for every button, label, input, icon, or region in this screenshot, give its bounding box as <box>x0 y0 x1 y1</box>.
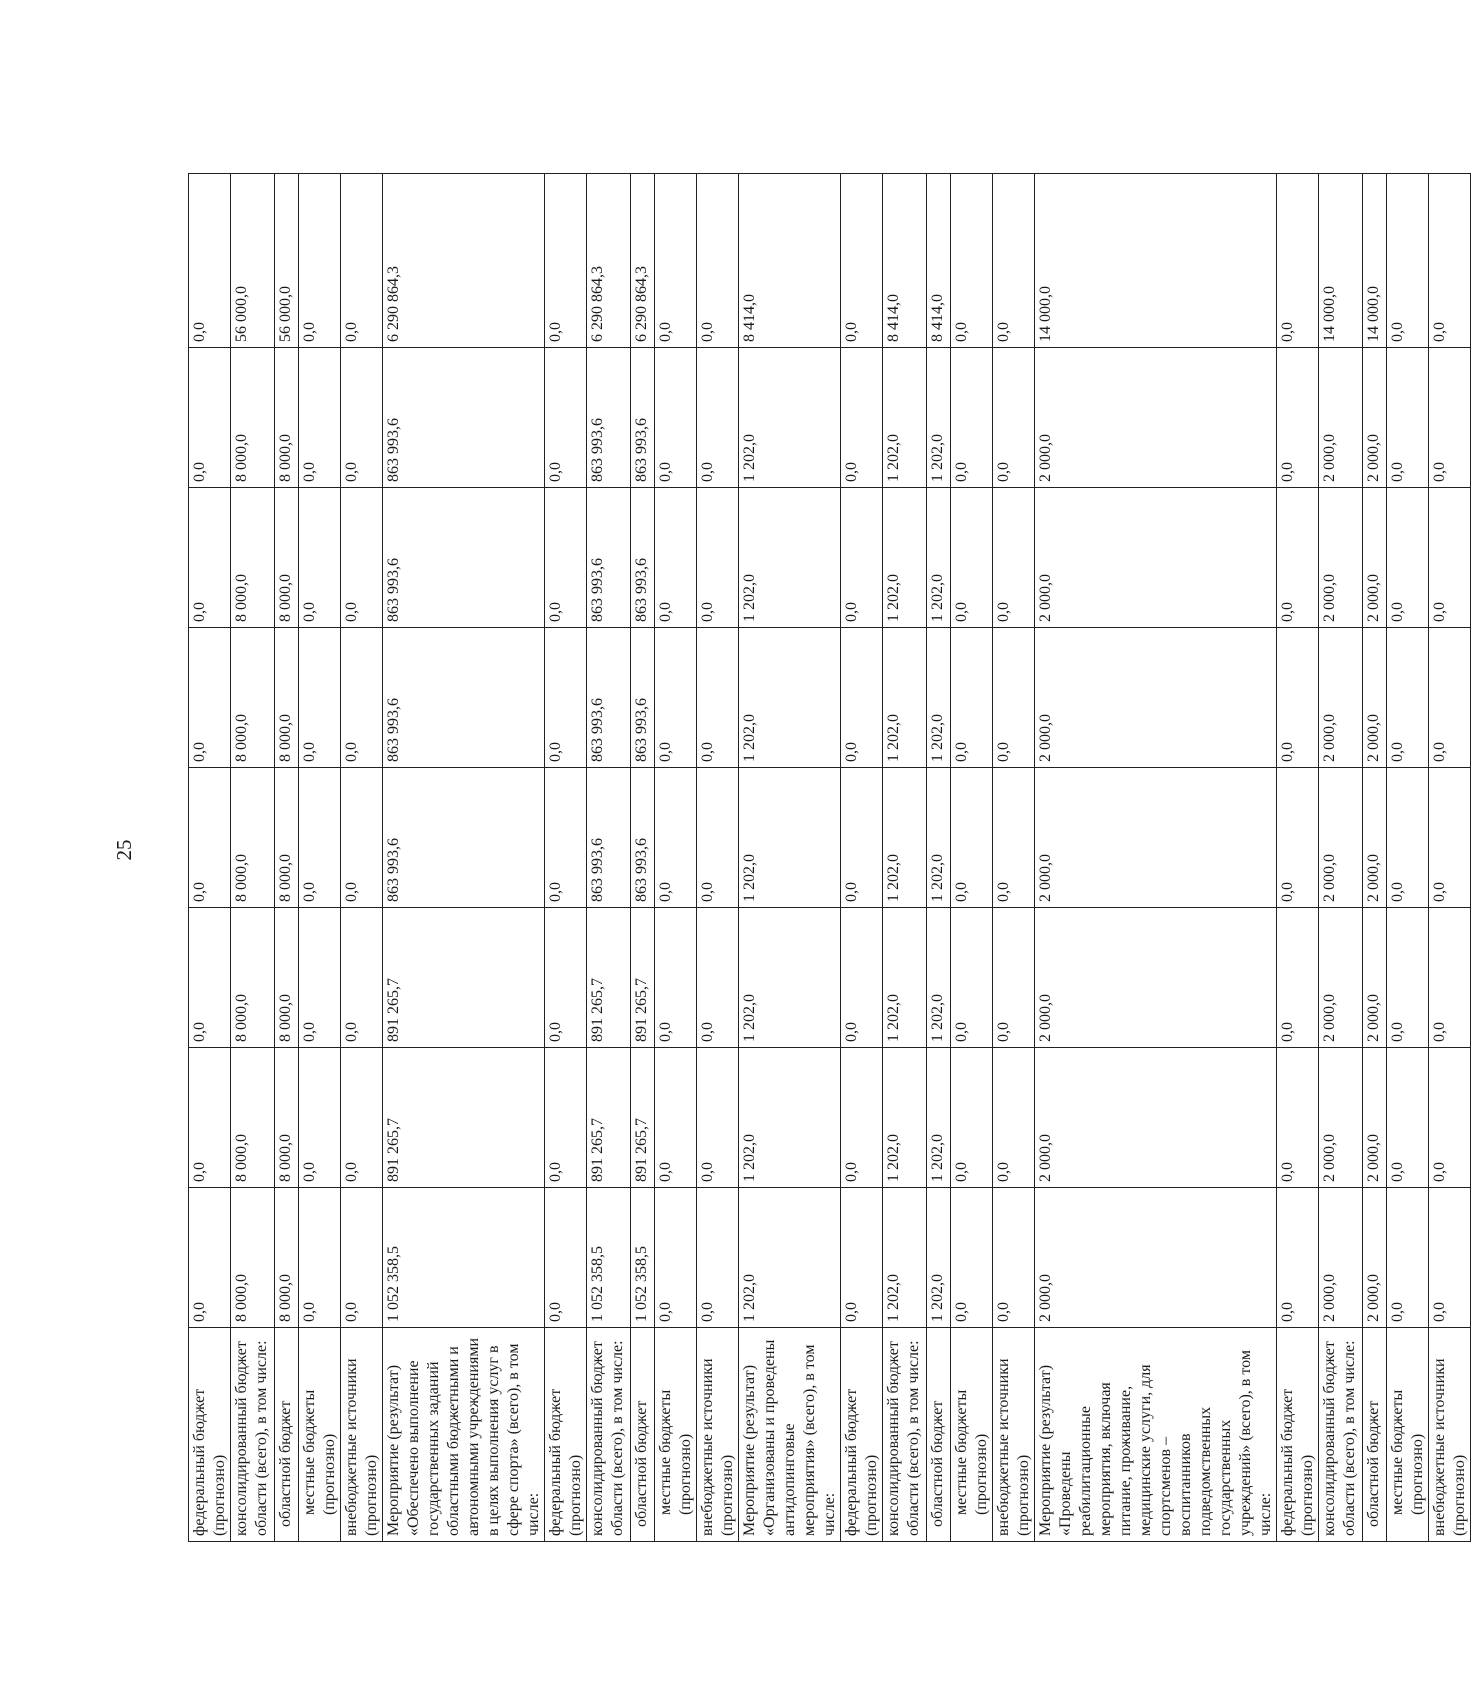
row-label: федеральный бюджет (прогнозно) <box>1277 1328 1319 1542</box>
row-label: областной бюджет <box>927 1328 951 1542</box>
value-cell: 891 265,7 <box>383 908 545 1048</box>
value-cell: 0,0 <box>299 488 341 628</box>
total-cell: 6 290 864,3 <box>631 174 655 348</box>
row-label: внебюджетные источники (прогнозно) <box>697 1328 739 1542</box>
value-cell: 0,0 <box>189 908 231 1048</box>
value-cell: 0,0 <box>1277 1048 1319 1188</box>
value-cell: 2 000,0 <box>1363 768 1387 908</box>
value-cell: 0,0 <box>1429 1048 1471 1188</box>
value-cell: 0,0 <box>1277 628 1319 768</box>
value-cell: 0,0 <box>993 1048 1035 1188</box>
value-cell: 8 000,0 <box>275 1188 299 1328</box>
value-cell: 1 202,0 <box>739 1048 841 1188</box>
value-cell: 0,0 <box>299 628 341 768</box>
table-row <box>1429 174 1471 1542</box>
table-row <box>299 174 341 1542</box>
value-cell: 8 000,0 <box>231 488 275 628</box>
total-cell: 0,0 <box>697 174 739 348</box>
value-cell: 0,0 <box>697 628 739 768</box>
value-cell: 0,0 <box>697 768 739 908</box>
value-cell: 0,0 <box>189 1048 231 1188</box>
value-cell: 0,0 <box>655 348 697 488</box>
value-cell: 0,0 <box>951 768 993 908</box>
value-cell: 1 202,0 <box>739 488 841 628</box>
row-label: местные бюджеты (прогнозно) <box>1387 1328 1429 1542</box>
value-cell: 2 000,0 <box>1319 348 1363 488</box>
value-cell: 8 000,0 <box>275 1048 299 1188</box>
total-cell: 8 414,0 <box>883 174 927 348</box>
row-label: федеральный бюджет (прогнозно) <box>189 1328 231 1542</box>
value-cell: 0,0 <box>697 908 739 1048</box>
value-cell: 863 993,6 <box>631 348 655 488</box>
page-number: 25 <box>112 839 136 861</box>
table-row <box>383 174 545 1542</box>
value-cell: 1 202,0 <box>883 628 927 768</box>
row-label: Мероприятие (результат) «Обеспечено выполнение государственных заданий областными бюджетными и автономными учреждениями в целях выполнения услуг в сфере спорта» (всего), в том числе: <box>383 1328 545 1542</box>
total-cell: 6 290 864,3 <box>383 174 545 348</box>
row-label: Мероприятие (результат) «Проведены реабилитационные мероприятия, включая питание, проживание, медицинские услуги, для спортсменов – воспитанников подведомственных государственных учреждений» (всего), в том числе: <box>1035 1328 1277 1542</box>
table-row <box>655 174 697 1542</box>
value-cell: 2 000,0 <box>1035 768 1277 908</box>
value-cell: 0,0 <box>1387 488 1429 628</box>
value-cell: 1 202,0 <box>927 908 951 1048</box>
value-cell: 0,0 <box>341 908 383 1048</box>
value-cell: 0,0 <box>1429 908 1471 1048</box>
row-label: консолидированный бюджет области (всего), в том числе: <box>1319 1328 1363 1542</box>
value-cell: 8 000,0 <box>231 348 275 488</box>
value-cell: 2 000,0 <box>1319 628 1363 768</box>
value-cell: 0,0 <box>655 908 697 1048</box>
value-cell: 0,0 <box>545 768 587 908</box>
row-label: консолидированный бюджет области (всего), в том числе: <box>883 1328 927 1542</box>
value-cell: 2 000,0 <box>1319 908 1363 1048</box>
value-cell: 0,0 <box>341 1048 383 1188</box>
value-cell: 0,0 <box>1429 768 1471 908</box>
value-cell: 0,0 <box>951 488 993 628</box>
value-cell: 0,0 <box>841 1048 883 1188</box>
value-cell: 863 993,6 <box>587 768 631 908</box>
value-cell: 891 265,7 <box>631 908 655 1048</box>
value-cell: 0,0 <box>1277 348 1319 488</box>
value-cell: 0,0 <box>655 768 697 908</box>
table-row <box>927 174 951 1542</box>
value-cell: 0,0 <box>1429 1188 1471 1328</box>
total-cell: 0,0 <box>1387 174 1429 348</box>
value-cell: 0,0 <box>545 1188 587 1328</box>
value-cell: 1 052 358,5 <box>631 1188 655 1328</box>
value-cell: 0,0 <box>841 908 883 1048</box>
value-cell: 0,0 <box>299 348 341 488</box>
value-cell: 0,0 <box>1429 348 1471 488</box>
value-cell: 0,0 <box>1387 628 1429 768</box>
table-row <box>189 174 231 1542</box>
value-cell: 1 052 358,5 <box>587 1188 631 1328</box>
table-row <box>1035 174 1277 1542</box>
table-row <box>231 174 275 1542</box>
value-cell: 1 202,0 <box>883 908 927 1048</box>
value-cell: 2 000,0 <box>1319 1048 1363 1188</box>
row-label: областной бюджет <box>631 1328 655 1542</box>
value-cell: 863 993,6 <box>383 488 545 628</box>
row-label: Мероприятие (результат) «Организованы и проведены антидопинговые мероприятия» (всего), в том числе: <box>739 1328 841 1542</box>
table-row <box>1363 174 1387 1542</box>
row-label: федеральный бюджет (прогнозно) <box>545 1328 587 1542</box>
total-cell: 8 414,0 <box>739 174 841 348</box>
value-cell: 863 993,6 <box>587 488 631 628</box>
value-cell: 1 202,0 <box>927 1188 951 1328</box>
row-label: внебюджетные источники (прогнозно) <box>1429 1328 1471 1542</box>
value-cell: 8 000,0 <box>231 1188 275 1328</box>
value-cell: 1 202,0 <box>927 628 951 768</box>
row-label: федеральный бюджет (прогнозно) <box>841 1328 883 1542</box>
value-cell: 1 202,0 <box>927 768 951 908</box>
value-cell: 891 265,7 <box>587 908 631 1048</box>
row-label: консолидированный бюджет области (всего), в том числе: <box>231 1328 275 1542</box>
value-cell: 0,0 <box>841 488 883 628</box>
value-cell: 0,0 <box>1387 348 1429 488</box>
value-cell: 0,0 <box>299 1188 341 1328</box>
rotated-table-container <box>188 174 1468 1542</box>
value-cell: 2 000,0 <box>1035 1188 1277 1328</box>
value-cell: 0,0 <box>993 488 1035 628</box>
value-cell: 0,0 <box>993 628 1035 768</box>
table-row <box>697 174 739 1542</box>
total-cell: 6 290 864,3 <box>587 174 631 348</box>
value-cell: 0,0 <box>697 348 739 488</box>
total-cell: 14 000,0 <box>1035 174 1277 348</box>
value-cell: 0,0 <box>1277 488 1319 628</box>
total-cell: 0,0 <box>545 174 587 348</box>
value-cell: 891 265,7 <box>587 1048 631 1188</box>
value-cell: 0,0 <box>1429 488 1471 628</box>
table-row <box>1387 174 1429 1542</box>
table-row <box>951 174 993 1542</box>
table-row <box>631 174 655 1542</box>
value-cell: 0,0 <box>1429 628 1471 768</box>
value-cell: 0,0 <box>1387 908 1429 1048</box>
value-cell: 8 000,0 <box>231 908 275 1048</box>
value-cell: 1 202,0 <box>739 768 841 908</box>
table-row <box>883 174 927 1542</box>
value-cell: 8 000,0 <box>275 908 299 1048</box>
total-cell: 56 000,0 <box>231 174 275 348</box>
value-cell: 1 202,0 <box>739 1188 841 1328</box>
value-cell: 1 202,0 <box>883 1188 927 1328</box>
total-cell: 0,0 <box>655 174 697 348</box>
value-cell: 0,0 <box>189 628 231 768</box>
value-cell: 0,0 <box>189 348 231 488</box>
value-cell: 863 993,6 <box>383 628 545 768</box>
value-cell: 0,0 <box>951 628 993 768</box>
value-cell: 863 993,6 <box>631 768 655 908</box>
value-cell: 1 202,0 <box>883 768 927 908</box>
budget-table-body <box>189 174 1471 1542</box>
value-cell: 1 202,0 <box>883 488 927 628</box>
value-cell: 863 993,6 <box>631 488 655 628</box>
row-label: внебюджетные источники (прогнозно) <box>993 1328 1035 1542</box>
budget-table <box>188 173 1471 1542</box>
value-cell: 8 000,0 <box>275 488 299 628</box>
value-cell: 8 000,0 <box>275 628 299 768</box>
table-row <box>545 174 587 1542</box>
value-cell: 0,0 <box>993 1188 1035 1328</box>
value-cell: 2 000,0 <box>1035 1048 1277 1188</box>
value-cell: 8 000,0 <box>231 628 275 768</box>
value-cell: 891 265,7 <box>631 1048 655 1188</box>
value-cell: 2 000,0 <box>1363 1048 1387 1188</box>
value-cell: 0,0 <box>993 908 1035 1048</box>
total-cell: 14 000,0 <box>1319 174 1363 348</box>
value-cell: 1 202,0 <box>739 908 841 1048</box>
table-row <box>1319 174 1363 1542</box>
total-cell: 0,0 <box>299 174 341 348</box>
value-cell: 2 000,0 <box>1363 628 1387 768</box>
value-cell: 0,0 <box>299 1048 341 1188</box>
value-cell: 1 202,0 <box>927 348 951 488</box>
value-cell: 0,0 <box>299 768 341 908</box>
total-cell: 0,0 <box>993 174 1035 348</box>
value-cell: 0,0 <box>697 1188 739 1328</box>
value-cell: 863 993,6 <box>383 348 545 488</box>
value-cell: 0,0 <box>1277 768 1319 908</box>
value-cell: 0,0 <box>1387 1188 1429 1328</box>
value-cell: 2 000,0 <box>1363 348 1387 488</box>
total-cell: 0,0 <box>1429 174 1471 348</box>
value-cell: 0,0 <box>697 1048 739 1188</box>
value-cell: 0,0 <box>655 628 697 768</box>
value-cell: 2 000,0 <box>1035 348 1277 488</box>
total-cell: 56 000,0 <box>275 174 299 348</box>
value-cell: 0,0 <box>1387 1048 1429 1188</box>
table-row <box>739 174 841 1542</box>
value-cell: 1 202,0 <box>927 488 951 628</box>
row-label: местные бюджеты (прогнозно) <box>299 1328 341 1542</box>
value-cell: 0,0 <box>1277 908 1319 1048</box>
value-cell: 0,0 <box>951 348 993 488</box>
value-cell: 2 000,0 <box>1363 488 1387 628</box>
value-cell: 0,0 <box>341 1188 383 1328</box>
value-cell: 863 993,6 <box>587 628 631 768</box>
value-cell: 0,0 <box>841 348 883 488</box>
value-cell: 0,0 <box>841 1188 883 1328</box>
value-cell: 8 000,0 <box>275 768 299 908</box>
total-cell: 14 000,0 <box>1363 174 1387 348</box>
value-cell: 0,0 <box>697 488 739 628</box>
value-cell: 0,0 <box>841 768 883 908</box>
table-row <box>587 174 631 1542</box>
value-cell: 2 000,0 <box>1319 1188 1363 1328</box>
value-cell: 0,0 <box>545 1048 587 1188</box>
table-row <box>341 174 383 1542</box>
row-label: внебюджетные источники (прогнозно) <box>341 1328 383 1542</box>
row-label: консолидированный бюджет области (всего), в том числе: <box>587 1328 631 1542</box>
value-cell: 1 202,0 <box>927 1048 951 1188</box>
value-cell: 0,0 <box>189 1188 231 1328</box>
value-cell: 2 000,0 <box>1319 768 1363 908</box>
value-cell: 0,0 <box>951 908 993 1048</box>
table-row <box>993 174 1035 1542</box>
table-row <box>841 174 883 1542</box>
row-label: областной бюджет <box>1363 1328 1387 1542</box>
value-cell: 0,0 <box>841 628 883 768</box>
value-cell: 2 000,0 <box>1363 908 1387 1048</box>
value-cell: 0,0 <box>341 768 383 908</box>
total-cell: 0,0 <box>189 174 231 348</box>
value-cell: 863 993,6 <box>383 768 545 908</box>
value-cell: 0,0 <box>545 628 587 768</box>
value-cell: 2 000,0 <box>1319 488 1363 628</box>
value-cell: 2 000,0 <box>1363 1188 1387 1328</box>
value-cell: 0,0 <box>993 768 1035 908</box>
value-cell: 8 000,0 <box>231 1048 275 1188</box>
value-cell: 0,0 <box>951 1188 993 1328</box>
value-cell: 0,0 <box>341 488 383 628</box>
total-cell: 0,0 <box>1277 174 1319 348</box>
total-cell: 8 414,0 <box>927 174 951 348</box>
value-cell: 0,0 <box>1387 768 1429 908</box>
table-row <box>1277 174 1319 1542</box>
value-cell: 2 000,0 <box>1035 488 1277 628</box>
value-cell: 0,0 <box>189 488 231 628</box>
value-cell: 1 202,0 <box>883 348 927 488</box>
row-label: местные бюджеты (прогнозно) <box>655 1328 697 1542</box>
row-label: местные бюджеты (прогнозно) <box>951 1328 993 1542</box>
value-cell: 0,0 <box>189 768 231 908</box>
value-cell: 1 202,0 <box>883 1048 927 1188</box>
table-row <box>275 174 299 1542</box>
value-cell: 0,0 <box>1277 1188 1319 1328</box>
value-cell: 0,0 <box>655 1188 697 1328</box>
value-cell: 2 000,0 <box>1035 628 1277 768</box>
row-label: областной бюджет <box>275 1328 299 1542</box>
value-cell: 0,0 <box>655 1048 697 1188</box>
value-cell: 863 993,6 <box>587 348 631 488</box>
value-cell: 0,0 <box>545 348 587 488</box>
value-cell: 0,0 <box>545 908 587 1048</box>
value-cell: 1 052 358,5 <box>383 1188 545 1328</box>
value-cell: 0,0 <box>951 1048 993 1188</box>
value-cell: 1 202,0 <box>739 628 841 768</box>
value-cell: 0,0 <box>993 348 1035 488</box>
value-cell: 8 000,0 <box>231 768 275 908</box>
value-cell: 1 202,0 <box>739 348 841 488</box>
value-cell: 8 000,0 <box>275 348 299 488</box>
total-cell: 0,0 <box>841 174 883 348</box>
value-cell: 891 265,7 <box>383 1048 545 1188</box>
value-cell: 2 000,0 <box>1035 908 1277 1048</box>
value-cell: 863 993,6 <box>631 628 655 768</box>
value-cell: 0,0 <box>299 908 341 1048</box>
value-cell: 0,0 <box>341 348 383 488</box>
value-cell: 0,0 <box>341 628 383 768</box>
total-cell: 0,0 <box>341 174 383 348</box>
value-cell: 0,0 <box>655 488 697 628</box>
value-cell: 0,0 <box>545 488 587 628</box>
total-cell: 0,0 <box>951 174 993 348</box>
